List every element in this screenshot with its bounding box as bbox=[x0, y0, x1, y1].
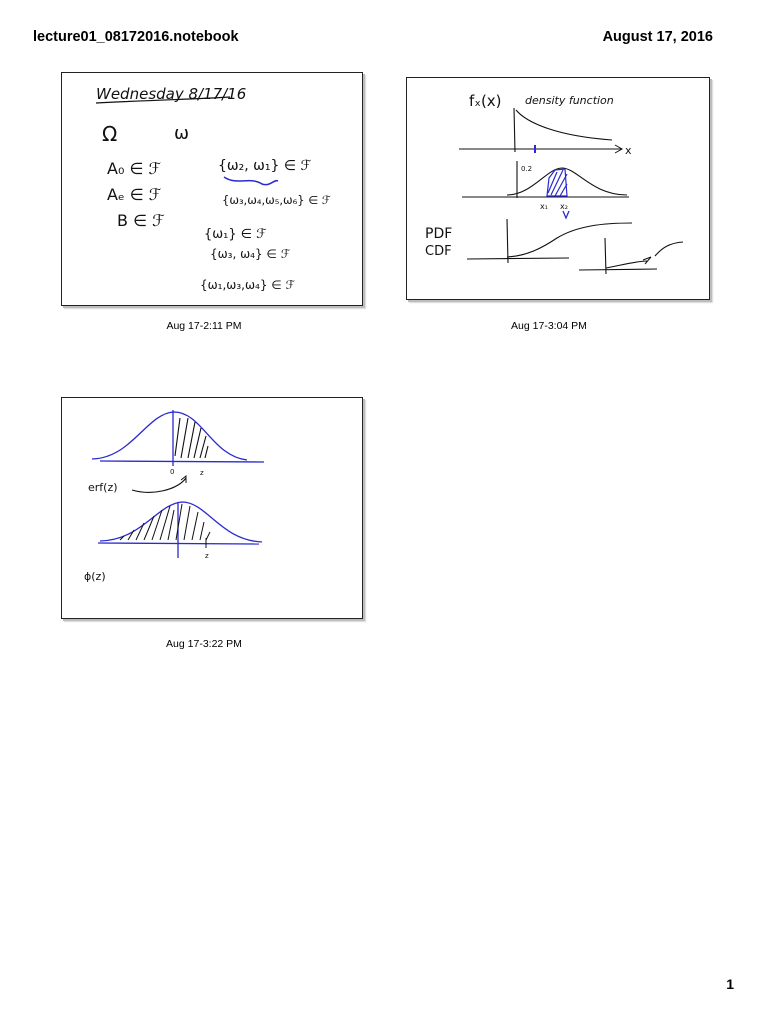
line-b: B ∈ ℱ bbox=[117, 211, 165, 230]
x2-label: x₂ bbox=[560, 202, 568, 211]
slide-3-ink bbox=[62, 398, 362, 618]
cdf-label: CDF bbox=[425, 244, 452, 259]
set-4: {ω₃, ω₄} ∈ ℱ bbox=[210, 247, 291, 261]
z-bottom-label: z bbox=[205, 552, 209, 560]
set-5: {ω₁,ω₃,ω₄} ∈ ℱ bbox=[200, 278, 295, 292]
fx-label: fₓ(x) bbox=[469, 92, 502, 110]
x-axis-label: x bbox=[625, 144, 632, 157]
set-1: {ω₂, ω₁} ∈ ℱ bbox=[218, 158, 312, 174]
omega-big: Ω bbox=[102, 122, 118, 146]
set-2: {ω₃,ω₄,ω₅,ω₆} ∈ ℱ bbox=[222, 193, 331, 207]
slide-1-timestamp: Aug 17-2:11 PM bbox=[166, 320, 242, 332]
notebook-date: August 17, 2016 bbox=[602, 29, 713, 45]
line-a0: A₀ ∈ ℱ bbox=[107, 159, 162, 178]
zero-label: 0 bbox=[170, 468, 175, 476]
slide-1[interactable] bbox=[61, 72, 363, 306]
phi-label: ɸ(z) bbox=[84, 570, 106, 583]
z-top-label: z bbox=[200, 469, 204, 477]
pdf-label: PDF bbox=[425, 226, 453, 242]
set-3: {ω₁} ∈ ℱ bbox=[204, 227, 267, 242]
tick-label: 0.2 bbox=[521, 165, 533, 173]
slide-3-timestamp: Aug 17-3:22 PM bbox=[166, 638, 242, 650]
slide-2-timestamp: Aug 17-3:04 PM bbox=[511, 320, 587, 332]
page-number: 1 bbox=[726, 976, 734, 992]
x1-label: x₁ bbox=[540, 202, 548, 211]
underline-mark bbox=[224, 177, 278, 185]
omega-small: ω bbox=[174, 123, 190, 144]
line-ae: Aₑ ∈ ℱ bbox=[107, 185, 162, 204]
density-label: density function bbox=[525, 94, 614, 107]
notebook-filename: lecture01_08172016.notebook bbox=[33, 29, 239, 45]
slide-3[interactable] bbox=[61, 397, 363, 619]
slide-2[interactable] bbox=[406, 77, 710, 300]
erf-label: erf(z) bbox=[88, 481, 118, 494]
slide-1-ink bbox=[62, 73, 362, 305]
slide-1-title: Wednesday 8/17/16 bbox=[96, 85, 247, 103]
slide-2-ink bbox=[407, 78, 709, 299]
